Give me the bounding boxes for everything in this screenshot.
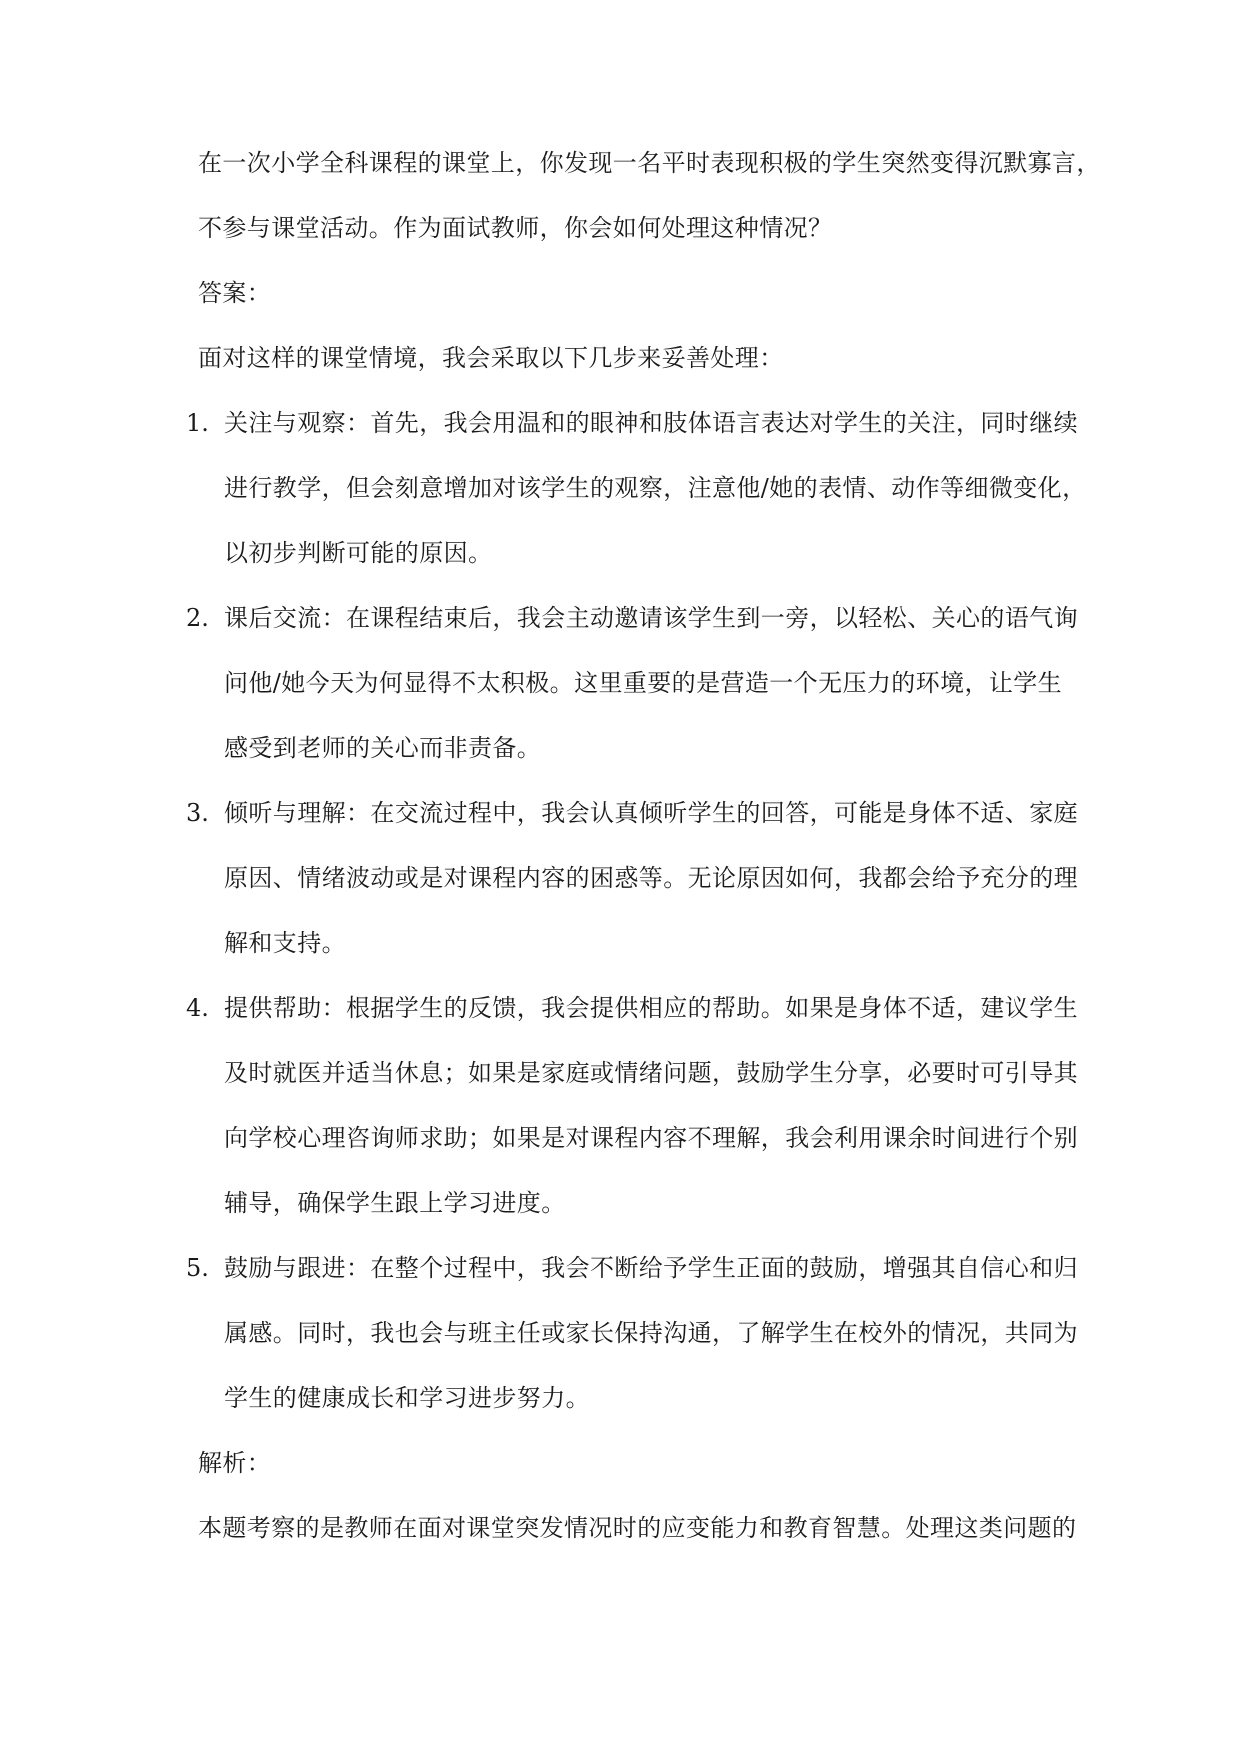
step-5-line-1: 鼓励与跟进：在整个过程中，我会不断给予学生正面的鼓励，增强其自信心和归 bbox=[224, 1254, 1078, 1282]
question-line-2: 不参与课堂活动。作为面试教师，你会如何处理这种情况？ bbox=[198, 214, 833, 242]
step-3-line-2: 原因、情绪波动或是对课程内容的困惑等。无论原因如何，我都会给予充分的理 bbox=[224, 864, 1078, 892]
step-3-line-3: 解和支持。 bbox=[224, 929, 346, 957]
step-2-line-3: 感受到老师的关心而非责备。 bbox=[224, 734, 542, 762]
analysis-heading: 解析： bbox=[198, 1449, 272, 1477]
step-1-line-1: 关注与观察：首先，我会用温和的眼神和肢体语言表达对学生的关注，同时继续 bbox=[224, 409, 1078, 437]
step-4-line-4: 辅导，确保学生跟上学习进度。 bbox=[224, 1189, 566, 1217]
question-line-1: 在一次小学全科课程的课堂上，你发现一名平时表现积极的学生突然变得沉默寡言， bbox=[198, 149, 1101, 177]
step-4-number: 4. bbox=[186, 994, 209, 1022]
step-2-line-2: 问他/她今天为何显得不太积极。这里重要的是营造一个无压力的环境，让学生 bbox=[224, 669, 1063, 697]
analysis-line-1: 本题考察的是教师在面对课堂突发情况时的应变能力和教育智慧。处理这类问题的 bbox=[198, 1514, 1077, 1542]
step-4-line-2: 及时就医并适当休息；如果是家庭或情绪问题，鼓励学生分享，必要时可引导其 bbox=[224, 1059, 1078, 1087]
step-2-number: 2. bbox=[186, 604, 209, 632]
step-1-line-2: 进行教学，但会刻意增加对该学生的观察，注意他/她的表情、动作等细微变化， bbox=[224, 474, 1087, 502]
step-1-number: 1. bbox=[186, 409, 209, 437]
step-5-line-2: 属感。同时，我也会与班主任或家长保持沟通，了解学生在校外的情况，共同为 bbox=[224, 1319, 1078, 1347]
step-5-line-3: 学生的健康成长和学习进步努力。 bbox=[224, 1384, 590, 1412]
answer-intro: 面对这样的课堂情境，我会采取以下几步来妥善处理： bbox=[198, 344, 784, 372]
step-3-line-1: 倾听与理解：在交流过程中，我会认真倾听学生的回答，可能是身体不适、家庭 bbox=[224, 799, 1078, 827]
step-3-number: 3. bbox=[186, 799, 209, 827]
step-5-number: 5. bbox=[186, 1254, 209, 1282]
step-4-line-1: 提供帮助：根据学生的反馈，我会提供相应的帮助。如果是身体不适，建议学生 bbox=[224, 994, 1078, 1022]
answer-heading: 答案： bbox=[198, 279, 272, 307]
step-1-line-3: 以初步判断可能的原因。 bbox=[224, 539, 493, 567]
step-4-line-3: 向学校心理咨询师求助；如果是对课程内容不理解，我会利用课余时间进行个别 bbox=[224, 1124, 1078, 1152]
step-2-line-1: 课后交流：在课程结束后，我会主动邀请该学生到一旁，以轻松、关心的语气询 bbox=[224, 604, 1078, 632]
